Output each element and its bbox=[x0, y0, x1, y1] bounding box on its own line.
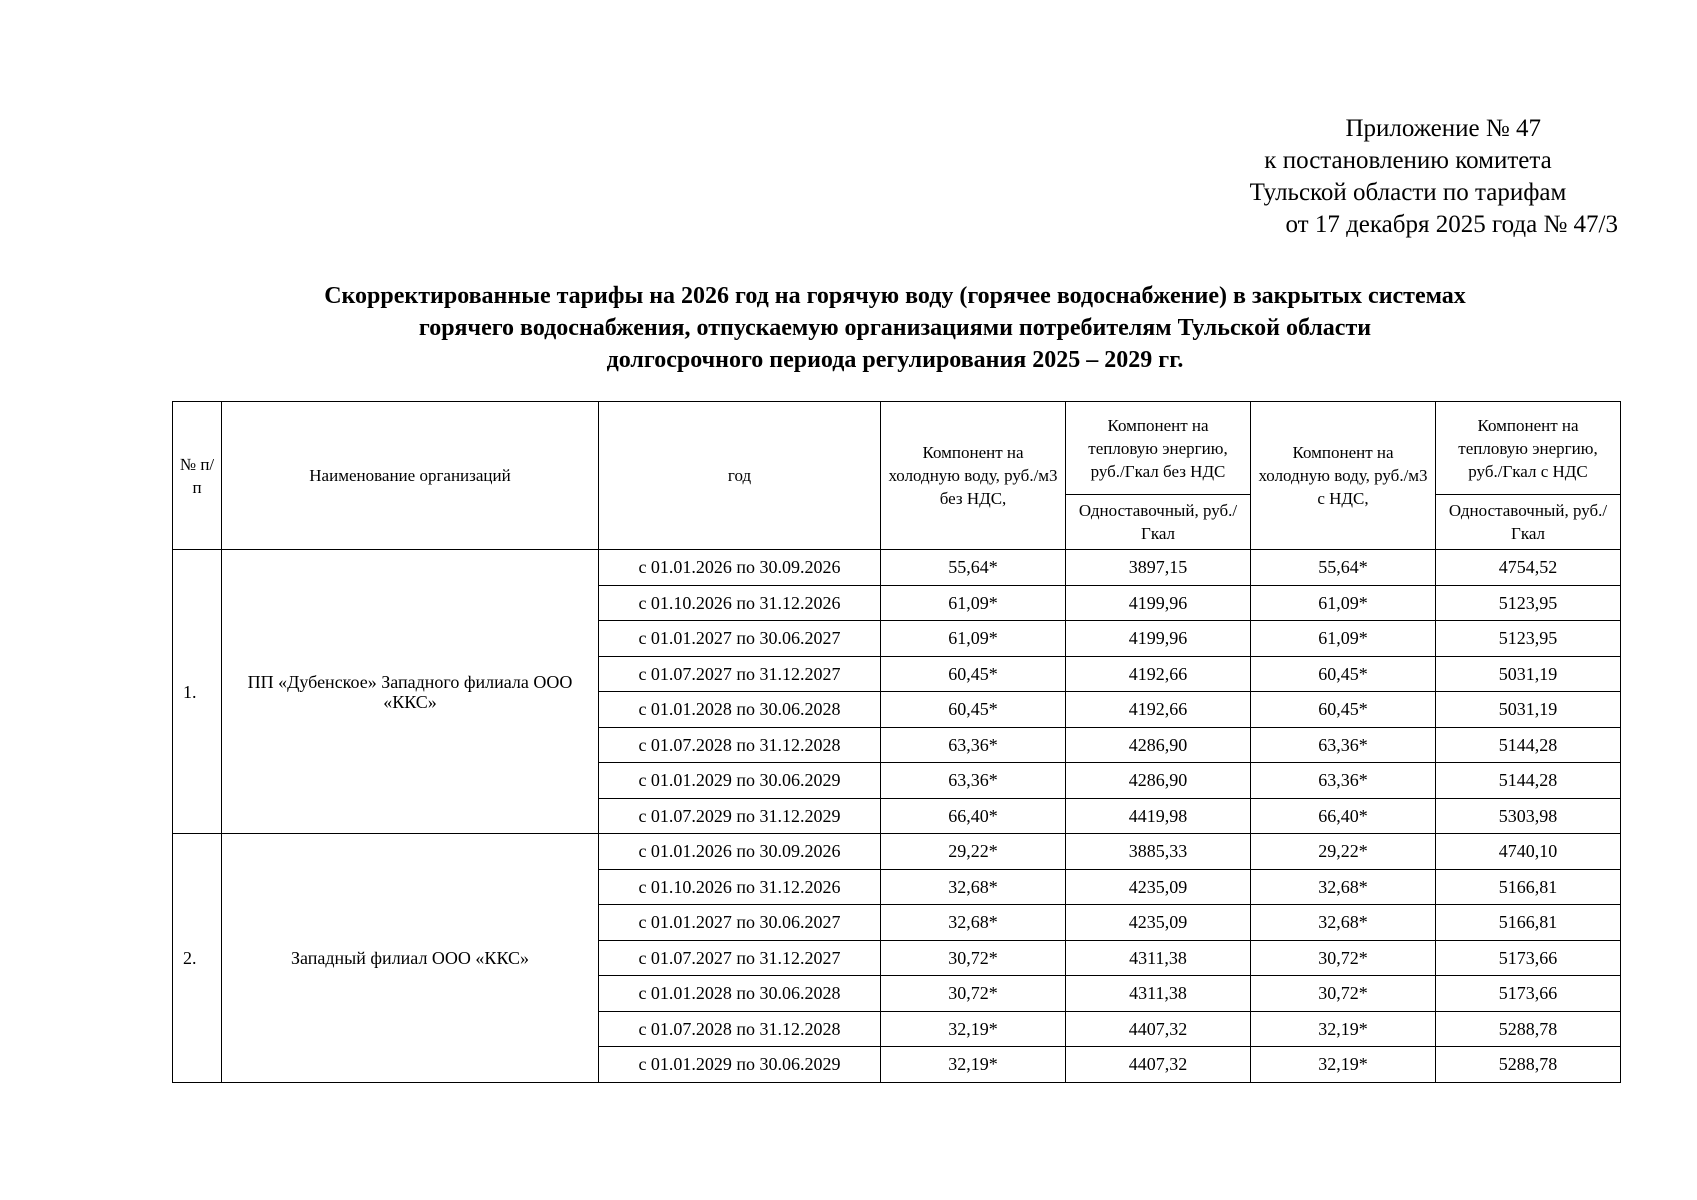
cold-vat-cell: 32,68* bbox=[1251, 905, 1436, 941]
header-cold-vat: Компонент на холодную воду, руб./м3 с НДС, bbox=[1251, 402, 1436, 550]
table-header bbox=[173, 402, 1621, 550]
period-cell: с 01.01.2027 по 30.06.2027 bbox=[599, 621, 881, 657]
cold-vat-cell: 60,45* bbox=[1251, 656, 1436, 692]
period-cell: с 01.07.2027 по 31.12.2027 bbox=[599, 656, 881, 692]
heat-no-vat-cell: 4286,90 bbox=[1066, 727, 1251, 763]
cold-no-vat-cell: 55,64* bbox=[881, 550, 1066, 586]
cold-no-vat-cell: 61,09* bbox=[881, 585, 1066, 621]
heat-vat-cell: 5288,78 bbox=[1436, 1011, 1621, 1047]
period-cell: с 01.10.2026 по 31.12.2026 bbox=[599, 869, 881, 905]
cold-no-vat-cell: 32,19* bbox=[881, 1047, 1066, 1083]
table-row bbox=[173, 550, 1621, 586]
cold-no-vat-cell: 29,22* bbox=[881, 834, 1066, 870]
header-year: год bbox=[599, 402, 881, 550]
heat-no-vat-cell: 4419,98 bbox=[1066, 798, 1251, 834]
period-cell: с 01.01.2026 по 30.09.2026 bbox=[599, 834, 881, 870]
period-cell: с 01.01.2029 по 30.06.2029 bbox=[599, 763, 881, 799]
title-line-2: горячего водоснабжения, отпускаемую организациями потребителям Тульской области bbox=[418, 315, 1372, 341]
header-cold-no-vat: Компонент на холодную воду, руб./м3 без НДС, bbox=[881, 402, 1066, 550]
document-title bbox=[160, 280, 1630, 376]
cold-no-vat-cell: 32,68* bbox=[881, 905, 1066, 941]
header-org: Наименование организаций bbox=[222, 402, 599, 550]
cold-no-vat-cell: 30,72* bbox=[881, 940, 1066, 976]
heat-vat-cell: 5031,19 bbox=[1436, 692, 1621, 728]
heat-no-vat-cell: 4235,09 bbox=[1066, 905, 1251, 941]
cold-no-vat-cell: 61,09* bbox=[881, 621, 1066, 657]
period-cell: с 01.01.2026 по 30.09.2026 bbox=[599, 550, 881, 586]
appendix-committee: Тульской области по тарифам bbox=[1249, 179, 1567, 206]
cold-no-vat-cell: 60,45* bbox=[881, 656, 1066, 692]
cold-vat-cell: 29,22* bbox=[1251, 834, 1436, 870]
title-line-3: долгосрочного периода регулирования 2025 – 2029 гг. bbox=[606, 347, 1184, 373]
table-row bbox=[173, 834, 1621, 870]
heat-vat-cell: 5303,98 bbox=[1436, 798, 1621, 834]
heat-no-vat-cell: 4311,38 bbox=[1066, 976, 1251, 1012]
cold-no-vat-cell: 32,68* bbox=[881, 869, 1066, 905]
appendix-date: от 17 декабря 2025 года № 47/3 bbox=[1285, 211, 1618, 238]
period-cell: с 01.01.2028 по 30.06.2028 bbox=[599, 976, 881, 1012]
heat-vat-cell: 5144,28 bbox=[1436, 763, 1621, 799]
heat-vat-cell: 5166,81 bbox=[1436, 869, 1621, 905]
period-cell: с 01.01.2027 по 30.06.2027 bbox=[599, 905, 881, 941]
heat-vat-cell: 5166,81 bbox=[1436, 905, 1621, 941]
cold-vat-cell: 30,72* bbox=[1251, 976, 1436, 1012]
heat-no-vat-cell: 4192,66 bbox=[1066, 692, 1251, 728]
cold-no-vat-cell: 32,19* bbox=[881, 1011, 1066, 1047]
appendix-resolution: к постановлению комитета bbox=[1264, 147, 1552, 174]
cold-vat-cell: 63,36* bbox=[1251, 763, 1436, 799]
cold-no-vat-cell: 30,72* bbox=[881, 976, 1066, 1012]
header-num: № п/п bbox=[173, 402, 222, 550]
period-cell: с 01.07.2027 по 31.12.2027 bbox=[599, 940, 881, 976]
org-name-cell: Западный филиал ООО «ККС» bbox=[222, 834, 599, 1083]
header-heat-no-vat-sub: Одноставочный, руб./Гкал bbox=[1066, 495, 1251, 550]
cold-vat-cell: 32,19* bbox=[1251, 1011, 1436, 1047]
period-cell: с 01.07.2028 по 31.12.2028 bbox=[599, 1011, 881, 1047]
heat-no-vat-cell: 3897,15 bbox=[1066, 550, 1251, 586]
title-line-1: Скорректированные тарифы на 2026 год на горячую воду (горячее водоснабжение) в закрытых системах bbox=[324, 283, 1466, 309]
cold-vat-cell: 61,09* bbox=[1251, 621, 1436, 657]
table-body bbox=[173, 550, 1621, 1083]
heat-vat-cell: 5288,78 bbox=[1436, 1047, 1621, 1083]
heat-vat-cell: 5173,66 bbox=[1436, 940, 1621, 976]
cold-no-vat-cell: 63,36* bbox=[881, 727, 1066, 763]
period-cell: с 01.01.2029 по 30.06.2029 bbox=[599, 1047, 881, 1083]
org-number-cell: 2. bbox=[173, 834, 222, 1083]
cold-vat-cell: 32,68* bbox=[1251, 869, 1436, 905]
heat-no-vat-cell: 4192,66 bbox=[1066, 656, 1251, 692]
heat-no-vat-cell: 3885,33 bbox=[1066, 834, 1251, 870]
period-cell: с 01.07.2028 по 31.12.2028 bbox=[599, 727, 881, 763]
cold-vat-cell: 63,36* bbox=[1251, 727, 1436, 763]
tariffs-table bbox=[172, 401, 1621, 1083]
heat-vat-cell: 5123,95 bbox=[1436, 621, 1621, 657]
header-heat-vat: Компонент на тепловую энергию, руб./Гкал с НДС bbox=[1436, 402, 1621, 495]
period-cell: с 01.10.2026 по 31.12.2026 bbox=[599, 585, 881, 621]
org-name-cell: ПП «Дубенское» Западного филиала ООО «ККС» bbox=[222, 550, 599, 834]
cold-no-vat-cell: 66,40* bbox=[881, 798, 1066, 834]
heat-no-vat-cell: 4199,96 bbox=[1066, 621, 1251, 657]
heat-vat-cell: 4754,52 bbox=[1436, 550, 1621, 586]
heat-vat-cell: 4740,10 bbox=[1436, 834, 1621, 870]
heat-vat-cell: 5144,28 bbox=[1436, 727, 1621, 763]
header-heat-no-vat: Компонент на тепловую энергию, руб./Гкал без НДС bbox=[1066, 402, 1251, 495]
period-cell: с 01.07.2029 по 31.12.2029 bbox=[599, 798, 881, 834]
cold-no-vat-cell: 63,36* bbox=[881, 763, 1066, 799]
heat-no-vat-cell: 4407,32 bbox=[1066, 1047, 1251, 1083]
cold-no-vat-cell: 60,45* bbox=[881, 692, 1066, 728]
heat-no-vat-cell: 4407,32 bbox=[1066, 1011, 1251, 1047]
appendix-block bbox=[1198, 113, 1618, 241]
heat-no-vat-cell: 4199,96 bbox=[1066, 585, 1251, 621]
cold-vat-cell: 66,40* bbox=[1251, 798, 1436, 834]
org-number-cell: 1. bbox=[173, 550, 222, 834]
heat-no-vat-cell: 4311,38 bbox=[1066, 940, 1251, 976]
heat-vat-cell: 5123,95 bbox=[1436, 585, 1621, 621]
cold-vat-cell: 55,64* bbox=[1251, 550, 1436, 586]
heat-no-vat-cell: 4235,09 bbox=[1066, 869, 1251, 905]
heat-no-vat-cell: 4286,90 bbox=[1066, 763, 1251, 799]
cold-vat-cell: 32,19* bbox=[1251, 1047, 1436, 1083]
header-heat-vat-sub: Одноставочный, руб./Гкал bbox=[1436, 495, 1621, 550]
heat-vat-cell: 5173,66 bbox=[1436, 976, 1621, 1012]
cold-vat-cell: 30,72* bbox=[1251, 940, 1436, 976]
appendix-number: Приложение № 47 bbox=[1345, 115, 1541, 142]
cold-vat-cell: 60,45* bbox=[1251, 692, 1436, 728]
heat-vat-cell: 5031,19 bbox=[1436, 656, 1621, 692]
period-cell: с 01.01.2028 по 30.06.2028 bbox=[599, 692, 881, 728]
cold-vat-cell: 61,09* bbox=[1251, 585, 1436, 621]
